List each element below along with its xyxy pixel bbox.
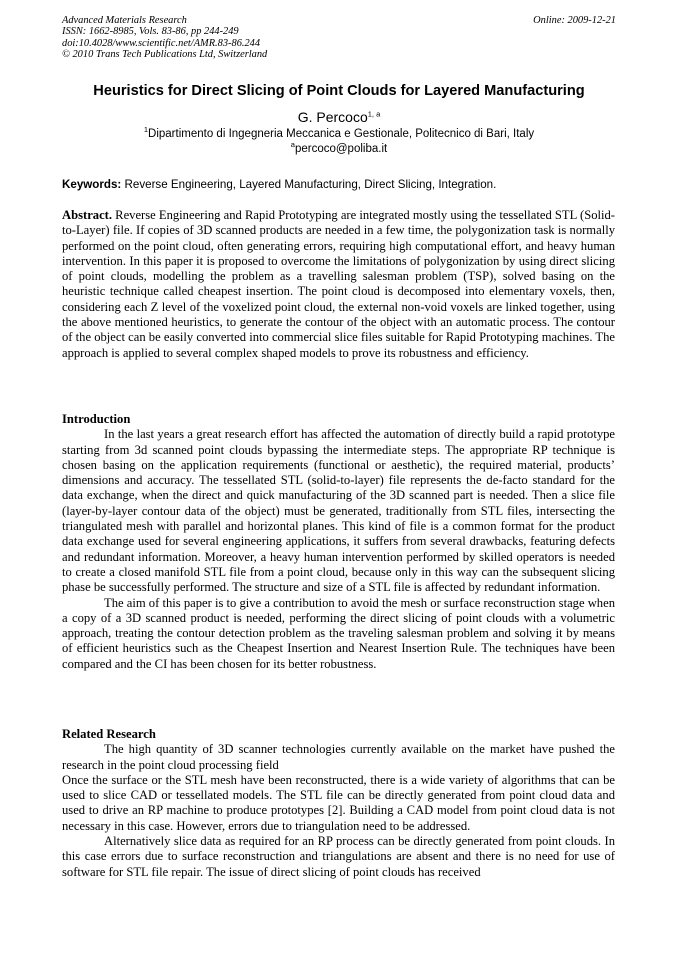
- introduction-paragraph-1: In the last years a great research effort has affected the automation of directly build a rapid prototype starting from 3d scanned point clouds bypassing the intermediate steps. The appropriate RP technique is chosen basing on the application requirements (functional or aesthetic), the required material, products’ dimensions and accuracy. The tessellated STL (solid-to-layer) file represents the de-facto standard for the data exchange, when the direct and quick manufacturing of the 3D scanned part is needed. Then a slice file (layer-by-layer contour data of the object) must be generated, traditionally from STL files, intersecting the triangulated mesh with parallel and horizontal planes. This kind of file is a common format for the product data exchange used for several engineering applications, it suffers from several drawbacks, featuring defects and redundant information. Moreover, a heavy human intervention performed by skilled operators is needed to create a closed manifold STL file from a point cloud, because only in this way can the subsequent slicing phase be successfully performed. The structure and size of a STL file is affected by redundant information.: [62, 427, 615, 595]
- email-superscript: a: [290, 139, 295, 149]
- abstract-paragraph: [62, 208, 615, 361]
- introduction-heading: Introduction: [62, 412, 131, 426]
- abstract-section: [62, 208, 615, 361]
- author-email: percoco@poliba.it: [294, 142, 388, 155]
- doi-line: doi:10.4028/www.scientific.net/AMR.83-86.244: [62, 37, 261, 49]
- related-research-paragraph-3: Alternatively slice data as required for an RP process can be directly generated from point clouds. In this case errors due to surface reconstruction and triangulations are absent and there is no need for use of software for STL file repair. The issue of direct slicing of point clouds has received: [62, 834, 615, 879]
- related-research-paragraph-2: Once the surface or the STL mesh have been reconstructed, there is a wide variety of algorithms that can be used to slice CAD or tessellated models. The STL file can be directly generated from point cloud data and used to drive an RP machine to produce prototypes [2]. Building a CAD model from point cloud data is not necessary in this case. However, errors due to triangulation need to be addressed.: [62, 772, 615, 833]
- related-research-paragraph-1: The high quantity of 3D scanner technologies currently available on the market have pushed the research in the point cloud processing field: [62, 742, 615, 772]
- abstract-text: Reverse Engineering and Rapid Prototyping are integrated mostly using the tessellated STL (Solid-to-Layer) file. If copies of 3D scanned products are needed in a few time, the polygonization task is normally performed on the point cloud, often generating errors, requiring high computational effort, and heavy human intervention. In this paper it is proposed to overcome the limitations of polygonization by using direct slicing of point clouds, modelling the problem as a travelling salesman problem (TSP), solved basing on the heuristic technique called cheapest insertion. The point cloud is decomposed into elementary voxels, then, considering each Z level of the voxelized point cloud, the external non-void voxels are linked together, using the above mentioned heuristics, to generate the contour of the object with an automatic process. The contour of the object can be easily converted into commercial slice files suitable for Rapid Prototyping machines. The approach is applied to several complex shaped models to prove its robustness and efficiency.: [62, 208, 615, 360]
- keywords-line: [62, 177, 617, 192]
- affiliation-block: [0, 127, 678, 156]
- author-line: [0, 108, 678, 126]
- affiliation-line: [0, 127, 678, 142]
- journal-name: Advanced Materials Research: [62, 15, 187, 26]
- affiliation-text: Dipartimento di Ingegneria Meccanica e Gestionale, Politecnico di Bari, Italy: [148, 128, 535, 140]
- issn-line: ISSN: 1662-8985, Vols. 83-86, pp 244-249: [62, 26, 239, 38]
- related-research-section: [62, 727, 615, 880]
- keywords-text: Reverse Engineering, Layered Manufacturing, Direct Slicing, Integration.: [121, 178, 497, 191]
- keywords-label: Keywords:: [62, 178, 122, 191]
- related-research-heading: Related Research: [62, 727, 156, 741]
- affiliation-superscript: 1: [143, 125, 149, 135]
- journal-header: [62, 15, 616, 60]
- author-name: G. Percoco: [297, 109, 368, 125]
- copyright-line: © 2010 Trans Tech Publications Ltd, Switzerland: [62, 48, 268, 60]
- abstract-label: Abstract.: [62, 208, 113, 222]
- email-line: [0, 139, 678, 157]
- online-date: Online: 2009-12-21: [533, 15, 616, 26]
- introduction-section: [62, 412, 615, 672]
- author-superscript: 1, a: [367, 109, 381, 119]
- introduction-paragraph-2: The aim of this paper is to give a contribution to avoid the mesh or surface reconstruction stage when a copy of a 3D scanned product is needed, performing the direct slicing of point clouds with a volumetric approach, treating the contour detection problem as the traveling salesman problem and solving it by means of efficient heuristics such as the Cheapest Insertion and Nearest Insertion Rule. The techniques have been compared and the CI has been chosen for its better robustness.: [62, 595, 615, 671]
- paper-title: Heuristics for Direct Slicing of Point Clouds for Layered Manufacturing: [93, 83, 585, 99]
